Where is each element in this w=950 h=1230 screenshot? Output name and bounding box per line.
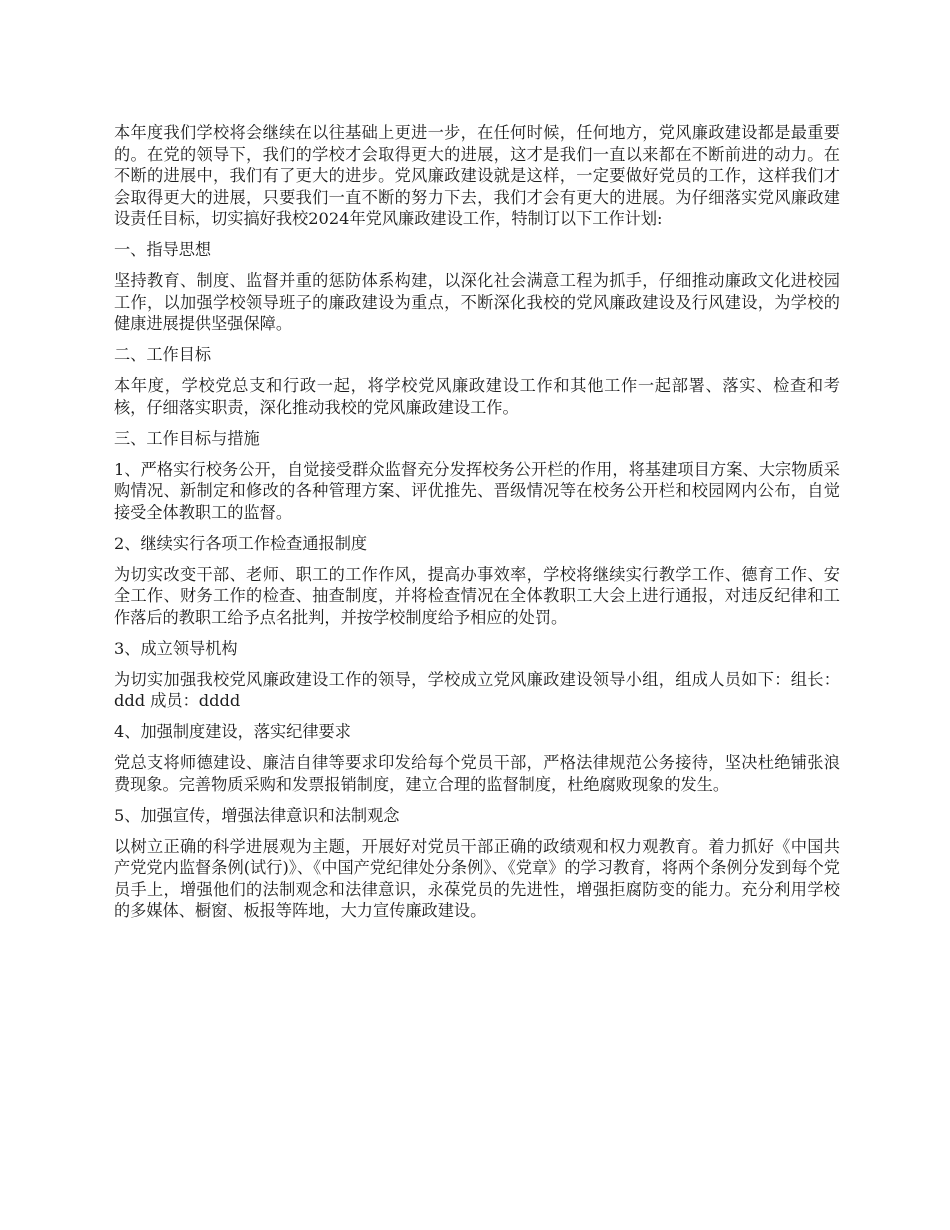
measure-5-paragraph: 以树立正确的科学进展观为主题，开展好对党员干部正确的政绩观和权力观教育。着力抓好《中国共产党党内监督条例(试行)》、《中国产党纪律处分条例》、《党章》的学习教育，将两个条例分发到每个党员手上，增强他们的法制观念和法律意识，永葆党员的先进性，增强拒腐防变的能力。充分利用学校的多媒体、橱窗、板报等阵地，大力宣传廉政建设。 (114, 836, 840, 920)
measure-3-paragraph: 为切实加强我校党风廉政建设工作的领导，学校成立党风廉政建设领导小组，组成人员如下：组长：ddd 成员：dddd (114, 669, 840, 710)
measure-3-heading: 3、成立领导机构 (114, 638, 238, 658)
intro-paragraph: 本年度我们学校将会继续在以往基础上更进一步，在任何时候，任何地方，党风廉政建设都是最重要的。在党的领导下，我们的学校才会取得更大的进展，这才是我们一直以来都在不断前进的动力。在不断的进展中，我们有了更大的进步。党风廉政建设就是这样，一定要做好党员的工作，这样我们才会取得更大的进展，只要我们一直不断的努力下去，我们才会有更大的进展。为仔细落实党风廉政建设责任目标，切实搞好我校2024年党风廉政建设工作，特制订以下工作计划: (114, 123, 840, 228)
measure-4-heading: 4、加强制度建设，落实纪律要求 (114, 722, 351, 741)
section-heading-goals-and-measures: 三、工作目标与措施 (114, 428, 260, 448)
work-goals-paragraph: 本年度，学校党总支和行政一起，将学校党风廉政建设工作和其他工作一起部署、落实、检查和考核，仔细落实职责，深化推动我校的党风廉政建设工作。 (114, 376, 840, 417)
measure-4-paragraph: 党总支将师德建设、廉洁自律等要求印发给每个党员干部，严格法律规范公务接待，坚决杜绝铺张浪费现象。完善物质采购和发票报销制度，建立合理的监督制度，杜绝腐败现象的发生。 (114, 753, 840, 794)
measure-2-paragraph: 为切实改变干部、老师、职工的工作作风，提高办事效率，学校将继续实行教学工作、德育工作、安全工作、财务工作的检查、抽查制度，并将检查情况在全体教职工大会上进行通报，对违反纪律和工作落后的教职工给予点名批判，并按学校制度给予相应的处罚。 (114, 564, 840, 627)
measure-1-paragraph: 1、严格实行校务公开，自觉接受群众监督充分发挥校务公开栏的作用，将基建项目方案、大宗物质采购情况、新制定和修改的各种管理方案、评优推先、晋级情况等在校务公开栏和校园网内公布，自觉接受全体教职工的监督。 (114, 459, 840, 522)
section-heading-guiding-ideology: 一、指导思想 (114, 240, 212, 259)
section-heading-work-goals: 二、工作目标 (114, 345, 212, 364)
guiding-ideology-paragraph: 坚持教育、制度、监督并重的惩防体系构建，以深化社会满意工程为抓手，仔细推动廉政文化进校园工作，以加强学校领导班子的廉政建设为重点，不断深化我校的党风廉政建设及行风建设，为学校的健康进展提供坚强保障。 (114, 271, 840, 333)
document-page (114, 122, 840, 931)
measure-2-heading: 2、继续实行各项工作检查通报制度 (114, 533, 368, 553)
measure-5-heading: 5、加强宣传，增强法律意识和法制观念 (114, 805, 400, 825)
